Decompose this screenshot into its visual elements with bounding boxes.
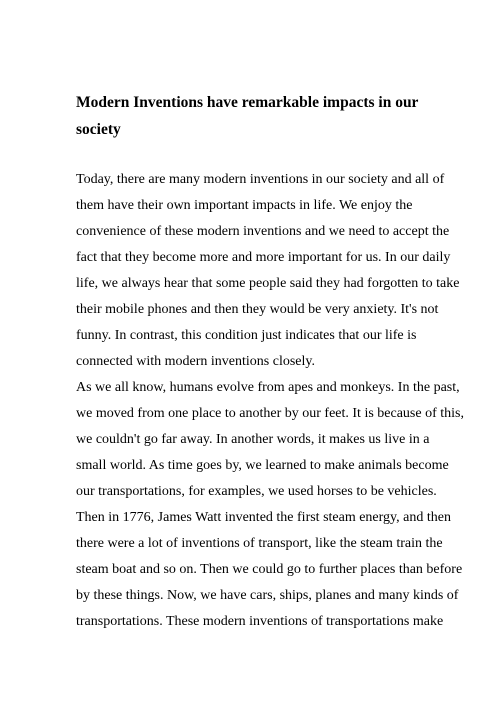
body-line: them have their own important impacts in life. We enjoy the xyxy=(76,198,413,213)
body-line: convenience of these modern inventions and we need to accept the xyxy=(76,224,450,239)
body-line: small world. As time goes by, we learned to make animals become xyxy=(76,458,449,473)
body-line: our transportations, for examples, we used horses to be vehicles. xyxy=(76,484,437,499)
body-line: transportations. These modern inventions of transportations make xyxy=(76,614,444,629)
body-line: Then in 1776, James Watt invented the first steam energy, and then xyxy=(76,510,451,525)
body-line: fact that they become more and more important for us. In our daily xyxy=(76,250,451,265)
body-line: funny. In contrast, this condition just indicates that our life is xyxy=(76,328,417,343)
title-line: society xyxy=(76,121,121,138)
body-line: life, we always hear that some people said they had forgotten to take xyxy=(76,276,460,291)
body-line: we couldn't go far away. In another words, it makes us live in a xyxy=(76,432,430,447)
body-line: steam boat and so on. Then we could go to further places than before xyxy=(76,562,463,577)
title-line: Modern Inventions have remarkable impacts in our xyxy=(76,94,419,111)
body-line: by these things. Now, we have cars, ships, planes and many kinds of xyxy=(76,588,459,603)
body-line: connected with modern inventions closely. xyxy=(76,354,315,369)
body-line: As we all know, humans evolve from apes and monkeys. In the past, xyxy=(76,380,460,395)
document-title xyxy=(76,89,426,143)
body-line: we moved from one place to another by our feet. It is because of this, xyxy=(76,406,464,421)
body-line: there were a lot of inventions of transport, like the steam train the xyxy=(76,536,443,551)
body-line: their mobile phones and then they would be very anxiety. It's not xyxy=(76,302,439,317)
body-line: Today, there are many modern inventions in our society and all of xyxy=(76,172,445,187)
